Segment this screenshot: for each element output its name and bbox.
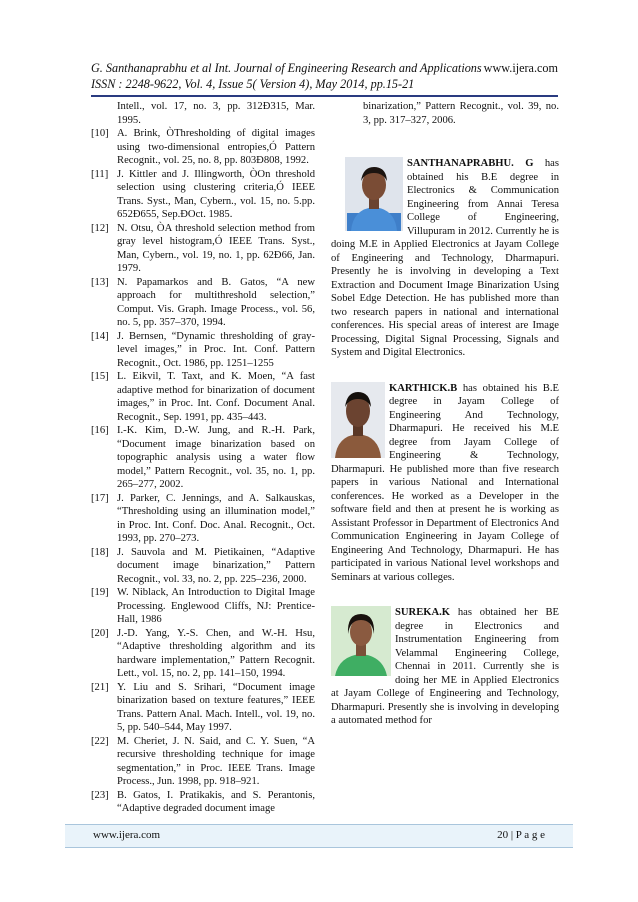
reference-item: [16] I.-K. Kim, D.-W. Jung, and R.-H. Park, “Document image binarization based on topographic analysis using a water flow model,” Pattern Recognit., vol. 35, no. 1, pp. 265–277, 2002.	[91, 425, 315, 490]
reference-continuation: Intell., vol. 17, no. 3, pp. 312Ð315, Mar. 1995.	[117, 101, 315, 126]
reference-item: [17] J. Parker, C. Jennings, and A. Salkauskas, “Thresholding using an illumination model,” in Proc. Int. Conf. Doc. Anal. Recognit., Oct. 1993, pp. 270–273.	[91, 492, 315, 544]
reference-item: [22] M. Cheriet, J. N. Said, and C. Y. Suen, “A recursive thresholding technique for image segmentation,” in Proc. IEEE Trans. Image Process., Jun. 1998, pp. 918–921.	[91, 735, 315, 787]
footer-url[interactable]: www.ijera.com	[93, 829, 161, 841]
author-name: SUREKA.K	[395, 607, 451, 618]
page-number: 20 | P a g e	[497, 829, 545, 841]
header-rule	[91, 95, 558, 97]
reference-item: [18] J. Sauvola and M. Pietikainen, “Adaptive document image binarization,” Pattern Recognit., vol. 33, no. 2, pp. 225–236, 2000.	[91, 546, 315, 585]
author-name: KARTHICK.B	[389, 382, 458, 394]
author-bio-text: has obtained his B.E degree in Jayam College of Engineering And Technology, Dharmapuri. He received his M.E degree from Jayam College of Engineering & Technology, Dharmapuri. He published more than five research papers in various National and International conferences. He worked as a Developer in the software field and then at present he is working as Assistant Professor in Department of Electronics And Communication Engineering in Jayam College of Engineering And Technology, Dharmapuri. He has participated in various National level workshops and Seminars at various colleges.	[331, 382, 559, 583]
reference-item: [23] B. Gatos, I. Pratikakis, and S. Perantonis, “Adaptive degraded document image	[91, 789, 315, 814]
reference-item: [11] J. Kittler and J. Illingworth, ÒOn threshold selection using clustering criteria,Ó IEEE Trans. Syst., Man, Cybern., vol. 15, no. 5.pp. 652Ð655, Sep.ÐOct. 1985.	[91, 168, 315, 220]
reference-item: [13] N. Papamarkos and B. Gatos, “A new approach for multithreshold selection,” Comput. Vis. Graph. Image Process., vol. 56, no. 5, pp. 357–370, 1994.	[91, 276, 315, 328]
author-bio	[331, 157, 559, 360]
references-column	[91, 100, 315, 816]
author-bio-text: has obtained her BE degree in Electronics and Instrumentation Engineering from Velammal Engineering College, Chennai in 2011. Currently she is doing her ME in Applied Electronics at Jayam College of Engineering and Technology, Dharmapuri. Presently she is involving in developing a automated method for	[331, 607, 559, 726]
issn-line: ISSN : 2248-9622, Vol. 4, Issue 5( Version 4), May 2014, pp.15-21	[91, 77, 415, 91]
author-photo	[331, 382, 385, 458]
reference-item: [19] W. Niblack, An Introduction to Digital Image Processing. Englewood Cliffs, NJ: Prentice-Hall, 1986	[91, 587, 315, 625]
author-bio	[331, 382, 559, 585]
journal-url[interactable]: www.ijera.com	[483, 61, 558, 75]
author-bio-text: has obtained his B.E degree in Electronics & Communication Engineering from Annai Teresa College of Engineering, Villupuram in 2012. Currently he is doing M.E in Applied Electronics at Jayam College of Engineering and Technology, Dharmapuri. Presently he is involving in developing a Text Extraction and Document Image Binarization Using Sobel Edge Detection. He has published more than two research papers in national and international conferences. His special areas of interest are Image Processing, Digital Signal Processing, Signals and System and Digital Electronics.	[331, 158, 559, 358]
reference-item: [21] Y. Liu and S. Srihari, “Document image binarization based on texture features,” IEEE Trans. Pattern Anal. Mach. Intell., vol. 19, no. 5, pp. 540–544, May 1997.	[91, 681, 315, 733]
running-header	[91, 60, 558, 92]
author-photo	[331, 606, 391, 676]
author-bio	[331, 606, 559, 728]
reference-item: [20] J.-D. Yang, Y.-S. Chen, and W.-H. Hsu, “Adaptive thresholding algorithm and its hardware implementation,” Pattern Recognit. Lett., vol. 15, no. 2, pp. 141–150, 1994.	[91, 627, 315, 679]
page-footer	[65, 824, 573, 848]
journal-citation: G. Santhanaprabhu et al Int. Journal of Engineering Research and Applications	[91, 61, 482, 75]
author-name: SANTHANAPRABHU. G	[407, 158, 534, 169]
reference-item: [14] J. Bernsen, “Dynamic thresholding of gray-level images,” in Proc. Int. Conf. Pattern Recognit., Oct. 1986, pp. 1251–1255	[91, 330, 315, 369]
author-photo	[345, 157, 403, 231]
author-bios-column	[331, 100, 559, 728]
reference-item: [12] N. Otsu, ÒA threshold selection method from gray level histogram,Ó IEEE Trans. Syst., Man, Cybern., vol. 19, no. 1, pp. 62Ð66, Jan. 1979.	[91, 222, 315, 274]
reference-continuation: binarization,” Pattern Recognit., vol. 39, no. 3, pp. 317–327, 2006.	[363, 101, 559, 126]
reference-list	[91, 127, 315, 816]
reference-item: [10] A. Brink, ÒThresholding of digital images using two-dimensional entropies,Ó Pattern Recognit., vol. 25, no. 8, pp. 803Ð808, 1992.	[91, 128, 315, 166]
reference-item: [15] L. Eikvil, T. Taxt, and K. Moen, “A fast adaptive method for binarization of document images,” in Proc. Int. Conf. Document Anal. Recognit., Sep. 1991, pp. 435–443.	[91, 371, 315, 423]
